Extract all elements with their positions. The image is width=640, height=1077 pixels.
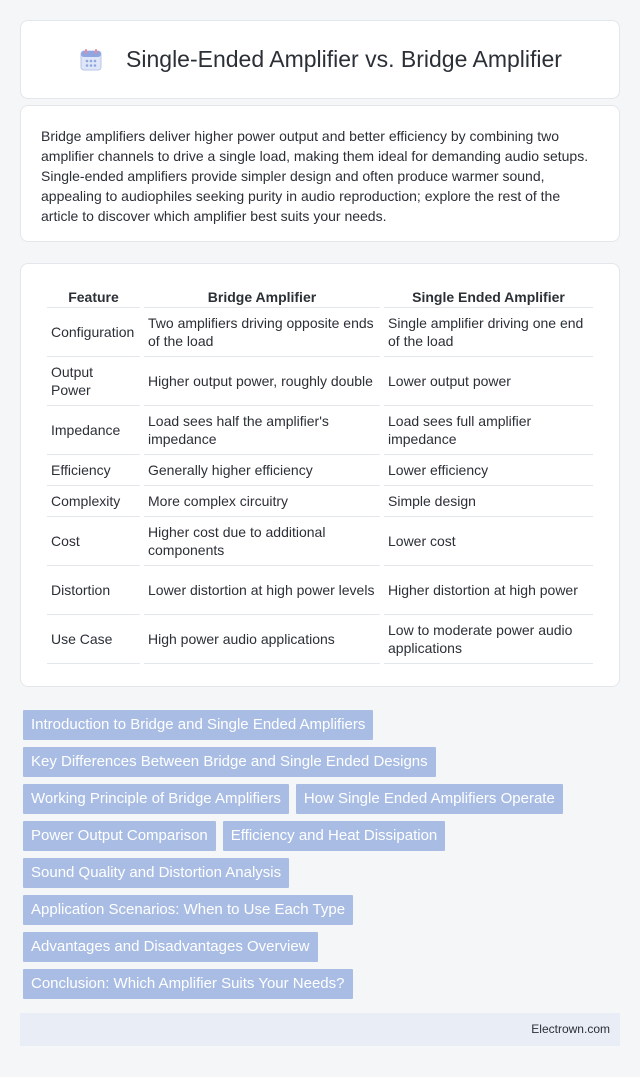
- bridge-cell: Higher cost due to additional components: [144, 517, 380, 566]
- table-row: [47, 308, 593, 357]
- single-ended-cell: Lower cost: [384, 517, 593, 566]
- toc-link-efficiency-heat[interactable]: Efficiency and Heat Dissipation: [223, 821, 446, 851]
- bridge-cell: Generally higher efficiency: [144, 455, 380, 486]
- footer-site-name: Electrown.com: [531, 1022, 610, 1036]
- title-card: [20, 20, 620, 99]
- table-of-contents: [23, 710, 623, 1006]
- intro-text: Bridge amplifiers deliver higher power output and better efficiency by combining two amplifier channels to drive a single load, making them ideal for demanding audio setups. Single-ended amplifiers provide simpler design and often produce warmer sound, appealing to audiophiles seeking purity in audio reproduction; explore the rest of the article to discover which amplifier best suits your needs.: [41, 128, 589, 224]
- table-row: [47, 615, 593, 664]
- toc-link-introduction[interactable]: Introduction to Bridge and Single Ended Amplifiers: [23, 710, 373, 740]
- table-row: [47, 406, 593, 455]
- toc-link-conclusion[interactable]: Conclusion: Which Amplifier Suits Your Needs?: [23, 969, 353, 999]
- feature-cell: Impedance: [47, 406, 140, 455]
- toc-link-single-ended-operation[interactable]: How Single Ended Amplifiers Operate: [296, 784, 563, 814]
- feature-cell: Distortion: [47, 566, 140, 615]
- single-ended-cell: Higher distortion at high power: [384, 566, 593, 615]
- table-header-row: [47, 286, 593, 308]
- toc-link-power-output[interactable]: Power Output Comparison: [23, 821, 216, 851]
- bridge-cell: Lower distortion at high power levels: [144, 566, 380, 615]
- feature-cell: Output Power: [47, 357, 140, 406]
- calendar-icon: [78, 47, 104, 73]
- toc-link-bridge-working-principle[interactable]: Working Principle of Bridge Amplifiers: [23, 784, 289, 814]
- table-row: [47, 455, 593, 486]
- feature-cell: Cost: [47, 517, 140, 566]
- bridge-cell: Load sees half the amplifier's impedance: [144, 406, 380, 455]
- footer: [20, 1013, 620, 1046]
- table-row: [47, 517, 593, 566]
- single-ended-cell: Single amplifier driving one end of the load: [384, 308, 593, 357]
- table-row: [47, 566, 593, 615]
- comparison-table-card: [20, 263, 620, 687]
- single-ended-cell: Lower efficiency: [384, 455, 593, 486]
- single-ended-cell: Load sees full amplifier impedance: [384, 406, 593, 455]
- toc-link-advantages-disadvantages[interactable]: Advantages and Disadvantages Overview: [23, 932, 318, 962]
- header-single-ended: Single Ended Amplifier: [384, 286, 593, 308]
- header-bridge: Bridge Amplifier: [144, 286, 380, 308]
- single-ended-cell: Low to moderate power audio applications: [384, 615, 593, 664]
- header-feature: Feature: [47, 286, 140, 308]
- bridge-cell: Higher output power, roughly double: [144, 357, 380, 406]
- table-row: [47, 357, 593, 406]
- feature-cell: Efficiency: [47, 455, 140, 486]
- bridge-cell: High power audio applications: [144, 615, 380, 664]
- intro-card: [20, 105, 620, 242]
- feature-cell: Use Case: [47, 615, 140, 664]
- comparison-table: [43, 286, 597, 664]
- toc-link-sound-quality[interactable]: Sound Quality and Distortion Analysis: [23, 858, 289, 888]
- feature-cell: Configuration: [47, 308, 140, 357]
- bridge-cell: More complex circuitry: [144, 486, 380, 517]
- page-title: Single-Ended Amplifier vs. Bridge Amplifier: [126, 46, 562, 72]
- single-ended-cell: Simple design: [384, 486, 593, 517]
- toc-link-key-differences[interactable]: Key Differences Between Bridge and Single Ended Designs: [23, 747, 436, 777]
- feature-cell: Complexity: [47, 486, 140, 517]
- toc-link-application-scenarios[interactable]: Application Scenarios: When to Use Each Type: [23, 895, 353, 925]
- bridge-cell: Two amplifiers driving opposite ends of the load: [144, 308, 380, 357]
- single-ended-cell: Lower output power: [384, 357, 593, 406]
- table-row: [47, 486, 593, 517]
